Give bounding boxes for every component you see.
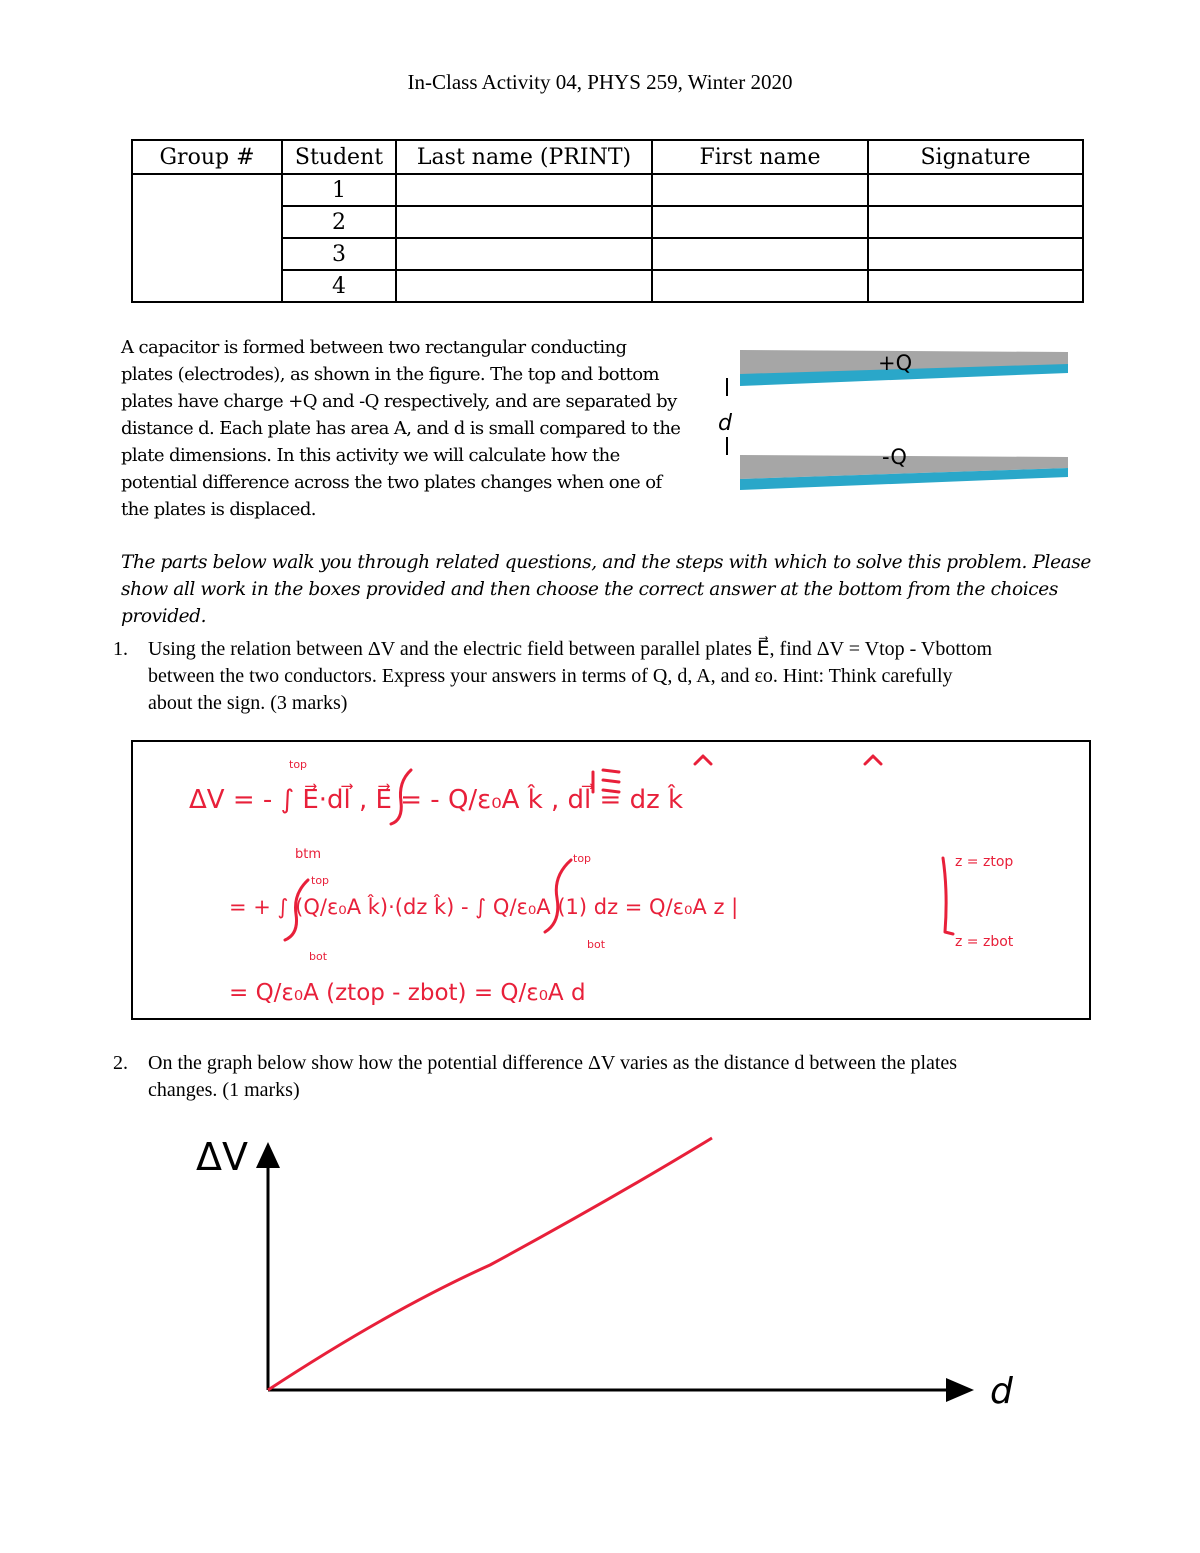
handwriting-limit: top [311, 874, 330, 887]
last-name-cell[interactable] [396, 174, 652, 206]
student-number: 3 [282, 238, 396, 270]
handwriting-limit: top [289, 758, 308, 771]
x-axis-label: d [990, 1371, 1013, 1412]
answer-box-1[interactable] [131, 740, 1091, 1020]
potential-graph[interactable] [190, 1120, 1030, 1420]
instructions: The parts below walk you through related questions, and the steps with which to solve this problem. Please show all work in the boxes provided and then choose the correct answer at the bottom from the choices provided. [121, 552, 1091, 627]
intro-paragraph: A capacitor is formed between two rectangular conducting plates (electrodes), as shown in the figure. The top and bottom plates have charge +Q and -Q respectively, and are separated by distance d. Each plate has area A, and d is small compared to the plate dimensions. In this activity we will calculate how the potential difference across the two plates changes when one of the plates is displaced. [121, 337, 681, 520]
table-header-row [132, 140, 1083, 174]
question-1-line-3: about the sign. (3 marks) [148, 692, 348, 714]
question-1-number: 1. [113, 638, 128, 660]
y-axis-arrowhead [256, 1142, 280, 1168]
first-name-cell[interactable] [652, 270, 868, 302]
question-1-line-2: between the two conductors. Express your answers in terms of Q, d, A, and εo. Hint: Think carefully [148, 665, 953, 687]
question-1-line-1: Using the relation between ΔV and the electric field between parallel plates E⃗, find ΔV = Vtop - Vbottom [148, 638, 993, 660]
handwritten-solution [133, 742, 1089, 1018]
last-name-cell[interactable] [396, 238, 652, 270]
handwriting-line-3: = Q/ε₀A (ztop - zbot) = Q/ε₀A d [229, 980, 586, 1006]
group-number-cell[interactable] [132, 174, 282, 302]
handwriting-line-1: ΔV = - ∫ E⃗·dl⃗ , E⃗ = - Q/ε₀A k̂ , dl⃗ = dz k̂ [189, 785, 684, 815]
handwriting-limit: z = zbot [955, 934, 1014, 950]
table-row [132, 174, 1083, 206]
bottom-charge-label: -Q [882, 445, 907, 469]
signature-cell[interactable] [868, 238, 1083, 270]
group-table [131, 139, 1084, 303]
first-name-cell[interactable] [652, 174, 868, 206]
question-2-line-1: On the graph below show how the potential difference ΔV varies as the distance d between the plates [148, 1052, 958, 1074]
handwriting-limit: z = ztop [955, 854, 1014, 870]
first-name-cell[interactable] [652, 238, 868, 270]
header-student: Student [282, 140, 396, 174]
handwriting-limit: btm [295, 847, 322, 862]
signature-cell[interactable] [868, 206, 1083, 238]
signature-cell[interactable] [868, 270, 1083, 302]
handwriting-limit: bot [309, 950, 328, 963]
student-number: 1 [282, 174, 396, 206]
y-axis-label: ΔV [196, 1135, 248, 1179]
gap-label: d [718, 411, 732, 436]
handwriting-limit: top [573, 852, 592, 865]
last-name-cell[interactable] [396, 270, 652, 302]
header-first-name: First name [652, 140, 868, 174]
header-signature: Signature [868, 140, 1083, 174]
last-name-cell[interactable] [396, 206, 652, 238]
student-number: 2 [282, 206, 396, 238]
first-name-cell[interactable] [652, 206, 868, 238]
signature-cell[interactable] [868, 174, 1083, 206]
question-2-number: 2. [113, 1052, 128, 1074]
x-axis-arrowhead [946, 1378, 974, 1402]
header-group: Group # [132, 140, 282, 174]
top-charge-label: +Q [878, 351, 913, 375]
header-last-name: Last name (PRINT) [396, 140, 652, 174]
drawn-response-line [268, 1138, 712, 1390]
handwriting-limit: bot [587, 938, 606, 951]
handwriting-line-2: = + ∫ (Q/ε₀A k̂)·(dz k̂) - ∫ Q/ε₀A (1) dz = Q/ε₀A z | [229, 895, 739, 919]
capacitor-figure [710, 340, 1080, 490]
page-title: In-Class Activity 04, PHYS 259, Winter 2020 [407, 70, 793, 94]
question-2-line-2: changes. (1 marks) [148, 1079, 300, 1101]
student-number: 4 [282, 270, 396, 302]
